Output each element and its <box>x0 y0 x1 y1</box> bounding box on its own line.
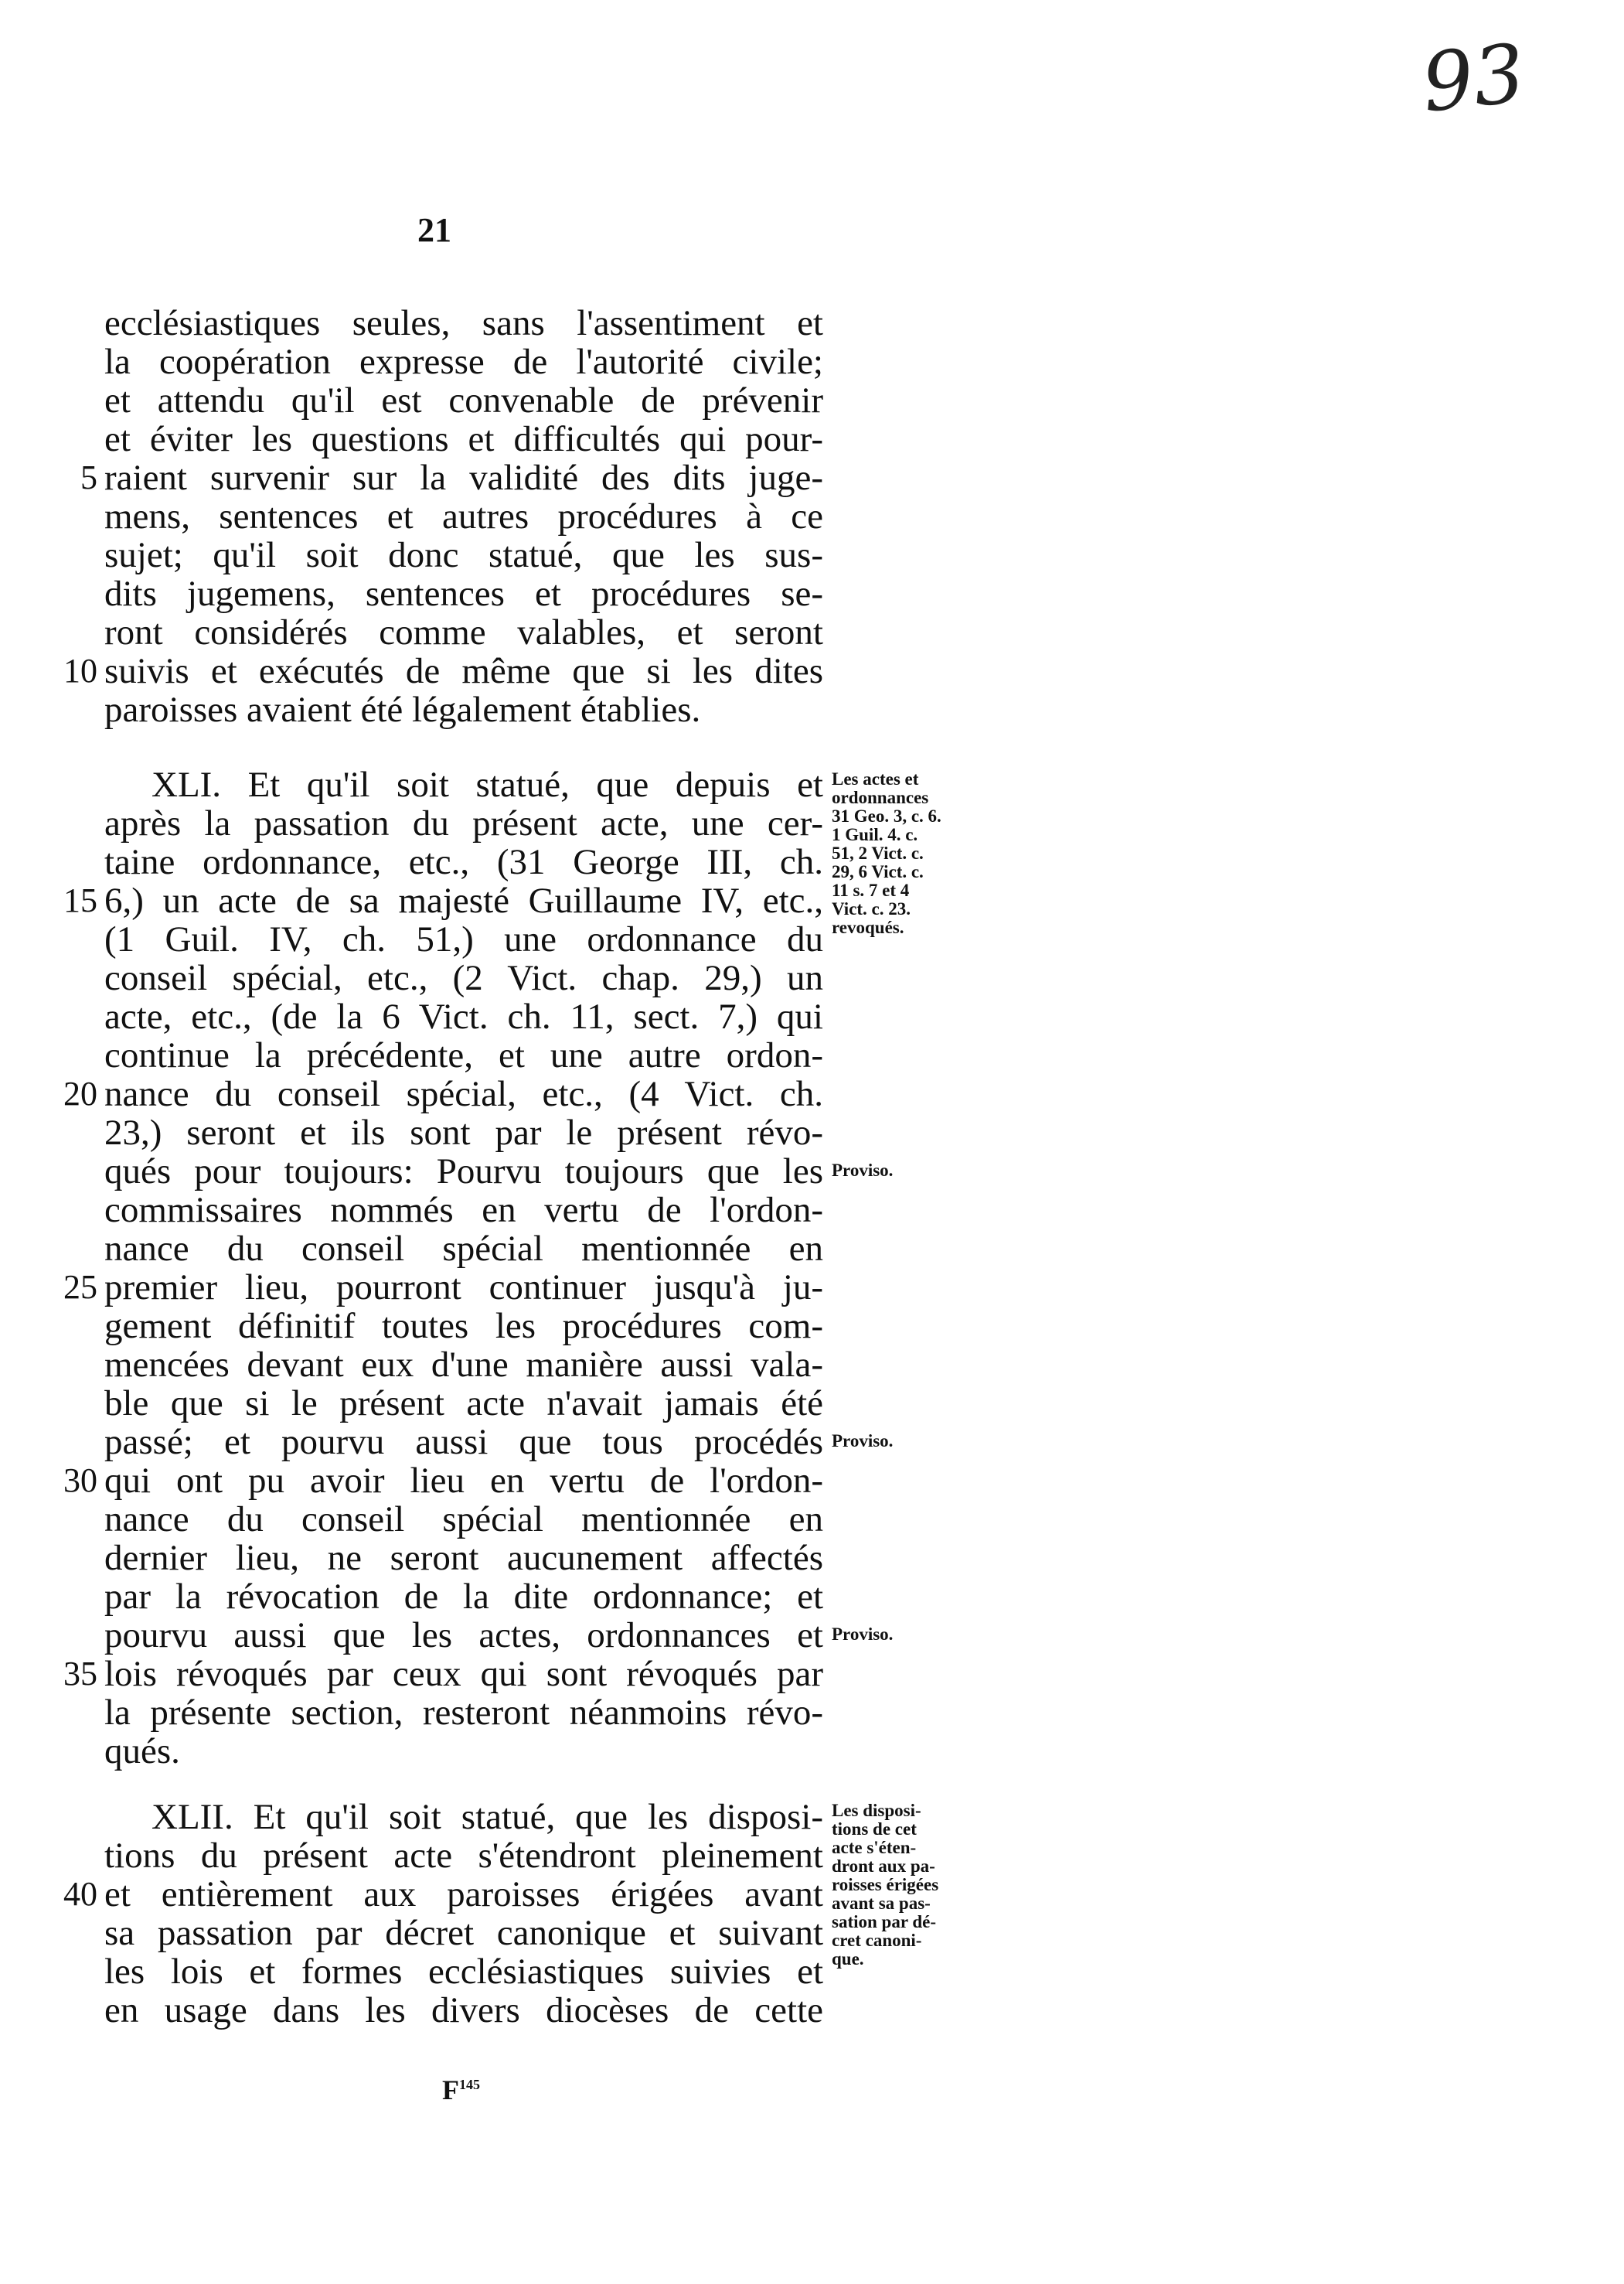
line-text: la coopération expresse de l'autorité civile; <box>104 342 823 382</box>
text-line <box>0 1914 1624 1952</box>
text-line <box>0 381 1624 420</box>
text-line <box>0 1113 1624 1152</box>
line-number: 25 <box>63 1268 97 1306</box>
margin-note-line: 29, 6 Vict. c. <box>832 862 924 881</box>
text-line <box>0 459 1624 497</box>
line-text: nance du conseil spécial mentionnée en <box>104 1499 823 1539</box>
text-line <box>0 1229 1624 1268</box>
text-line <box>0 613 1624 652</box>
text-line <box>0 765 1624 804</box>
line-text: XLII. Et qu'il soit statué, que les disposi- <box>152 1797 823 1837</box>
line-number: 30 <box>63 1461 97 1499</box>
margin-note-line: revoqués. <box>832 918 904 937</box>
text-line <box>0 1949 1624 1992</box>
line-text: gement définitif toutes les procédures com- <box>104 1306 823 1346</box>
line-number: 15 <box>63 881 97 919</box>
line-text: 6,) un acte de sa majesté Guillaume IV, etc., <box>104 881 823 921</box>
text-line <box>0 420 1624 459</box>
page-number: 21 <box>417 211 451 249</box>
margin-note-repealed-acts <box>832 770 998 937</box>
text-line <box>0 1875 1624 1914</box>
line-text: en usage dans les divers diocèses de cette <box>104 1990 823 2030</box>
text-line <box>0 1836 1624 1875</box>
text-line <box>0 804 1624 843</box>
line-text: qués. <box>104 1731 180 1771</box>
line-text: qués pour toujours: Pourvu toujours que les <box>104 1151 823 1191</box>
text-line <box>0 690 1624 729</box>
margin-note-proviso: Proviso. <box>832 1161 894 1180</box>
printer-signature <box>442 2074 480 2106</box>
text-line <box>0 1268 1624 1307</box>
line-text: dits jugemens, sentences et procédures se- <box>104 574 823 614</box>
text-line <box>0 1384 1624 1423</box>
folio-number: 93 <box>1417 26 1530 131</box>
line-text: lois révoqués par ceux qui sont révoqués par <box>104 1654 823 1694</box>
margin-note-proviso: Proviso. <box>832 1624 894 1644</box>
line-number: 5 <box>80 459 97 496</box>
line-text: la présente section, resteront néanmoins révo- <box>104 1693 823 1733</box>
signature-number: 145 <box>459 2077 480 2092</box>
line-text: mencées devant eux d'une manière aussi vala- <box>104 1345 823 1385</box>
text-line <box>0 1152 1624 1191</box>
margin-note-proviso: Proviso. <box>832 1431 894 1451</box>
line-text: continue la précédente, et une autre ordon- <box>104 1035 823 1076</box>
line-text: paroisses avaient été légalement établies. <box>104 690 701 730</box>
line-text: taine ordonnance, etc., (31 George III, ch. <box>104 842 823 882</box>
text-line <box>0 1036 1624 1075</box>
text-line <box>0 1798 1624 1836</box>
margin-note-line: cret canoni- <box>832 1931 922 1950</box>
margin-note-line: tions de cet <box>832 1819 917 1839</box>
text-line <box>0 1423 1624 1461</box>
line-text: acte, etc., (de la 6 Vict. ch. 11, sect. 7,) qui <box>104 997 823 1037</box>
margin-note-line: que. <box>832 1949 864 1969</box>
line-text: conseil spécial, etc., (2 Vict. chap. 29,) un <box>104 958 823 998</box>
text-line <box>0 959 1624 997</box>
line-text: et attendu qu'il est convenable de prévenir <box>104 380 823 421</box>
line-text: nance du conseil spécial, etc., (4 Vict. ch. <box>104 1074 823 1114</box>
line-text: commissaires nommés en vertu de l'ordon- <box>104 1190 823 1230</box>
text-line <box>0 1732 1624 1771</box>
line-text: (1 Guil. IV, ch. 51,) une ordonnance du <box>104 919 823 960</box>
text-line <box>0 1577 1624 1616</box>
line-number: 35 <box>63 1655 97 1693</box>
text-line <box>0 1191 1624 1229</box>
text-line <box>0 497 1624 536</box>
text-line <box>0 1655 1624 1693</box>
line-text: ront considérés comme valables, et seront <box>104 612 823 653</box>
margin-note-line: 11 s. 7 et 4 <box>832 881 910 900</box>
line-text: ble que si le présent acte n'avait jamais été <box>104 1383 823 1423</box>
text-line <box>0 536 1624 574</box>
line-text: pourvu aussi que les actes, ordonnances et <box>104 1615 823 1655</box>
text-line <box>0 304 1624 343</box>
line-text: tions du présent acte s'étendront pleinement <box>104 1836 823 1876</box>
text-line <box>0 920 1624 959</box>
line-text: dernier lieu, ne seront aucunement affectés <box>104 1538 823 1578</box>
margin-note-line: sation par dé- <box>832 1912 937 1931</box>
line-text: mens, sentences et autres procédures à ce <box>104 496 823 537</box>
text-line <box>0 1539 1624 1577</box>
line-text: les lois et formes ecclésiastiques suivies et <box>104 1952 823 1992</box>
margin-note-line: dront aux pa- <box>832 1856 935 1876</box>
line-text: sujet; qu'il soit donc statué, que les sus- <box>104 535 823 575</box>
line-text: ecclésiastiques seules, sans l'assentiment et <box>104 303 823 343</box>
line-text: sa passation par décret canonique et suivant <box>104 1913 823 1953</box>
margin-note-line: avant sa pas- <box>832 1894 931 1913</box>
line-text: après la passation du présent acte, une cer- <box>104 803 823 844</box>
text-line <box>0 1693 1624 1732</box>
margin-note-line: 31 Geo. 3, c. 6. <box>832 806 941 826</box>
text-line <box>0 997 1624 1036</box>
text-line <box>0 574 1624 613</box>
text-line <box>0 1991 1624 2030</box>
text-line <box>0 1345 1624 1384</box>
margin-note-line: acte s'éten- <box>832 1838 917 1857</box>
margin-note-parishes <box>832 1802 998 1969</box>
line-text: qui ont pu avoir lieu en vertu de l'ordon- <box>104 1461 823 1501</box>
line-text: passé; et pourvu aussi que tous procédés <box>104 1422 823 1462</box>
line-text: et éviter les questions et difficultés qui pour- <box>104 419 823 459</box>
margin-note-line: Les disposi- <box>832 1801 921 1820</box>
margin-note-line: 1 Guil. 4. c. <box>832 825 918 844</box>
text-line <box>0 843 1624 881</box>
signature-letter: F <box>442 2074 459 2105</box>
line-text: premier lieu, pourront continuer jusqu'à ju- <box>104 1267 823 1307</box>
margin-note-line: roisses érigées <box>832 1875 939 1894</box>
line-text: 23,) seront et ils sont par le présent révo- <box>104 1113 823 1153</box>
line-number: 20 <box>63 1075 97 1113</box>
line-text: XLI. Et qu'il soit statué, que depuis et <box>152 765 823 805</box>
line-text: suivis et exécutés de même que si les dites <box>104 651 823 691</box>
text-line <box>0 1075 1624 1113</box>
text-line <box>0 1307 1624 1345</box>
text-line <box>0 881 1624 920</box>
line-number: 10 <box>63 652 97 690</box>
text-line <box>0 1461 1624 1500</box>
line-text: raient survenir sur la validité des dits juge- <box>104 458 823 498</box>
line-text: par la révocation de la dite ordonnance; et <box>104 1577 823 1617</box>
margin-note-line: Vict. c. 23. <box>832 899 911 919</box>
margin-note-line: 51, 2 Vict. c. <box>832 844 924 863</box>
margin-note-line: Les actes et <box>832 769 919 789</box>
text-line <box>0 1500 1624 1539</box>
line-text: nance du conseil spécial mentionnée en <box>104 1229 823 1269</box>
line-text: et entièrement aux paroisses érigées avant <box>104 1874 823 1914</box>
text-line <box>0 343 1624 381</box>
text-line <box>0 1616 1624 1655</box>
line-number: 40 <box>63 1875 97 1913</box>
margin-note-line: ordonnances <box>832 788 929 807</box>
text-line <box>0 652 1624 690</box>
